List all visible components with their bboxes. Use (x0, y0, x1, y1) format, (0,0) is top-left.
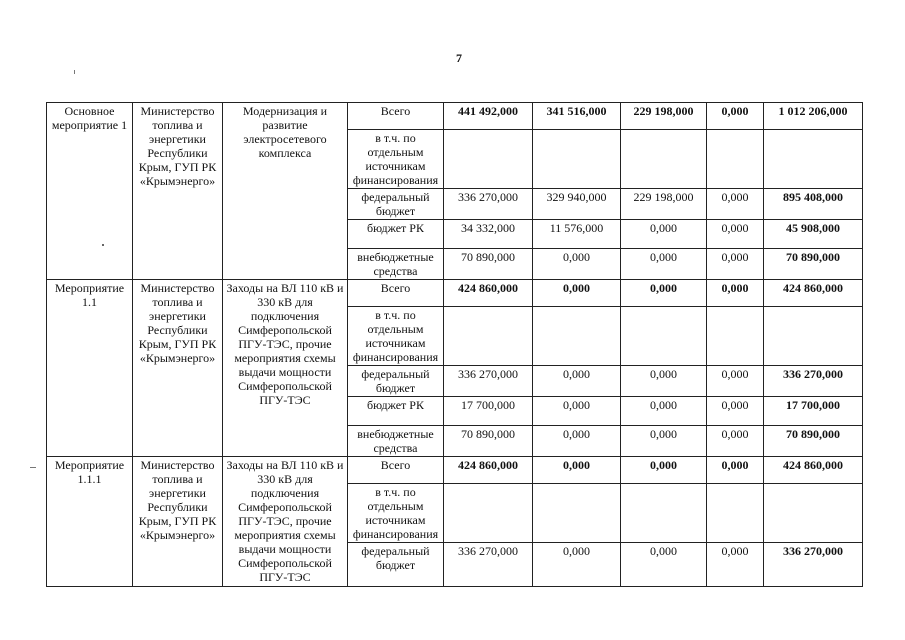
activity-name-cell: Заходы на ВЛ 110 кВ и 330 кВ для подключения Симферопольской ПГУ-ТЭС, прочие мероприятия схемы выдачи мощности Симферопольской ПГУ-ТЭС (223, 457, 348, 587)
total-cell: 424 860,000 (764, 280, 863, 307)
funding-source-cell: федеральный бюджет (348, 366, 444, 397)
value-cell: 336 270,000 (444, 366, 533, 397)
funding-source-cell: в т.ч. по отдельным источникам финансирования (348, 484, 444, 543)
value-cell (621, 484, 707, 543)
funding-source-cell: федеральный бюджет (348, 189, 444, 220)
total-cell: 70 890,000 (764, 426, 863, 457)
value-cell: 424 860,000 (444, 280, 533, 307)
scan-mark-left (30, 467, 36, 468)
value-cell: 0,000 (621, 366, 707, 397)
value-cell: 229 198,000 (621, 189, 707, 220)
total-cell: 424 860,000 (764, 457, 863, 484)
activity-code-cell: Мероприятие 1.1 (47, 280, 133, 457)
value-cell: 0,000 (707, 397, 764, 426)
value-cell: 441 492,000 (444, 103, 533, 130)
value-cell: 0,000 (621, 426, 707, 457)
value-cell: 0,000 (533, 543, 621, 587)
value-cell: 0,000 (707, 280, 764, 307)
value-cell: 0,000 (533, 280, 621, 307)
funding-source-cell: Всего (348, 457, 444, 484)
value-cell: 0,000 (707, 457, 764, 484)
budget-table (46, 102, 863, 587)
scan-mark-top-left (74, 70, 75, 74)
value-cell: 0,000 (707, 103, 764, 130)
value-cell: 0,000 (707, 220, 764, 249)
value-cell: 0,000 (621, 280, 707, 307)
activity-code-cell: Мероприятие 1.1.1 (47, 457, 133, 587)
page-number: 7 (456, 51, 462, 65)
funding-source-cell: федеральный бюджет (348, 543, 444, 587)
value-cell (533, 307, 621, 366)
value-cell (621, 130, 707, 189)
executor-cell: Министерство топлива и энергетики Республики Крым, ГУП РК «Крымэнерго» (133, 457, 223, 587)
value-cell (707, 130, 764, 189)
value-cell: 70 890,000 (444, 426, 533, 457)
funding-source-cell: бюджет РК (348, 220, 444, 249)
funding-source-cell: в т.ч. по отдельным источникам финансирования (348, 130, 444, 189)
total-cell: 336 270,000 (764, 366, 863, 397)
value-cell: 17 700,000 (444, 397, 533, 426)
funding-source-cell: в т.ч. по отдельным источникам финансирования (348, 307, 444, 366)
total-cell: 17 700,000 (764, 397, 863, 426)
activity-name-cell: Заходы на ВЛ 110 кВ и 330 кВ для подключения Симферопольской ПГУ-ТЭС, прочие мероприятия схемы выдачи мощности Симферопольской ПГУ-ТЭС (223, 280, 348, 457)
value-cell (444, 130, 533, 189)
value-cell: 0,000 (533, 457, 621, 484)
value-cell (444, 307, 533, 366)
value-cell (444, 484, 533, 543)
value-cell: 0,000 (621, 220, 707, 249)
total-cell: 895 408,000 (764, 189, 863, 220)
value-cell: 0,000 (621, 457, 707, 484)
value-cell: 0,000 (707, 366, 764, 397)
total-cell (764, 130, 863, 189)
value-cell: 0,000 (707, 189, 764, 220)
value-cell: 329 940,000 (533, 189, 621, 220)
value-cell: 424 860,000 (444, 457, 533, 484)
funding-source-cell: внебюджетные средства (348, 426, 444, 457)
value-cell: 0,000 (533, 426, 621, 457)
total-cell: 70 890,000 (764, 249, 863, 280)
value-cell: 0,000 (707, 426, 764, 457)
value-cell: 0,000 (621, 543, 707, 587)
value-cell (707, 484, 764, 543)
value-cell: 11 576,000 (533, 220, 621, 249)
value-cell: 34 332,000 (444, 220, 533, 249)
value-cell: 70 890,000 (444, 249, 533, 280)
value-cell: 0,000 (707, 249, 764, 280)
total-cell: 336 270,000 (764, 543, 863, 587)
value-cell: 0,000 (533, 249, 621, 280)
value-cell: 336 270,000 (444, 189, 533, 220)
value-cell: 341 516,000 (533, 103, 621, 130)
value-cell: 0,000 (707, 543, 764, 587)
funding-source-cell: внебюджетные средства (348, 249, 444, 280)
value-cell: 0,000 (533, 366, 621, 397)
total-cell (764, 307, 863, 366)
funding-source-cell: бюджет РК (348, 397, 444, 426)
value-cell (621, 307, 707, 366)
activity-code-cell: Основное мероприятие 1 (47, 103, 133, 280)
funding-source-cell: Всего (348, 103, 444, 130)
value-cell: 336 270,000 (444, 543, 533, 587)
total-cell: 1 012 206,000 (764, 103, 863, 130)
value-cell: 0,000 (533, 397, 621, 426)
funding-source-cell: Всего (348, 280, 444, 307)
executor-cell: Министерство топлива и энергетики Республики Крым, ГУП РК «Крымэнерго» (133, 280, 223, 457)
table-row (47, 457, 863, 484)
table-row (47, 280, 863, 307)
activity-name-cell: Модернизация и развитие электросетевого комплекса (223, 103, 348, 280)
value-cell: 0,000 (621, 249, 707, 280)
value-cell (533, 484, 621, 543)
value-cell: 229 198,000 (621, 103, 707, 130)
total-cell (764, 484, 863, 543)
value-cell (707, 307, 764, 366)
value-cell (533, 130, 621, 189)
executor-cell: Министерство топлива и энергетики Республики Крым, ГУП РК «Крымэнерго» (133, 103, 223, 280)
table-row (47, 103, 863, 130)
value-cell: 0,000 (621, 397, 707, 426)
total-cell: 45 908,000 (764, 220, 863, 249)
